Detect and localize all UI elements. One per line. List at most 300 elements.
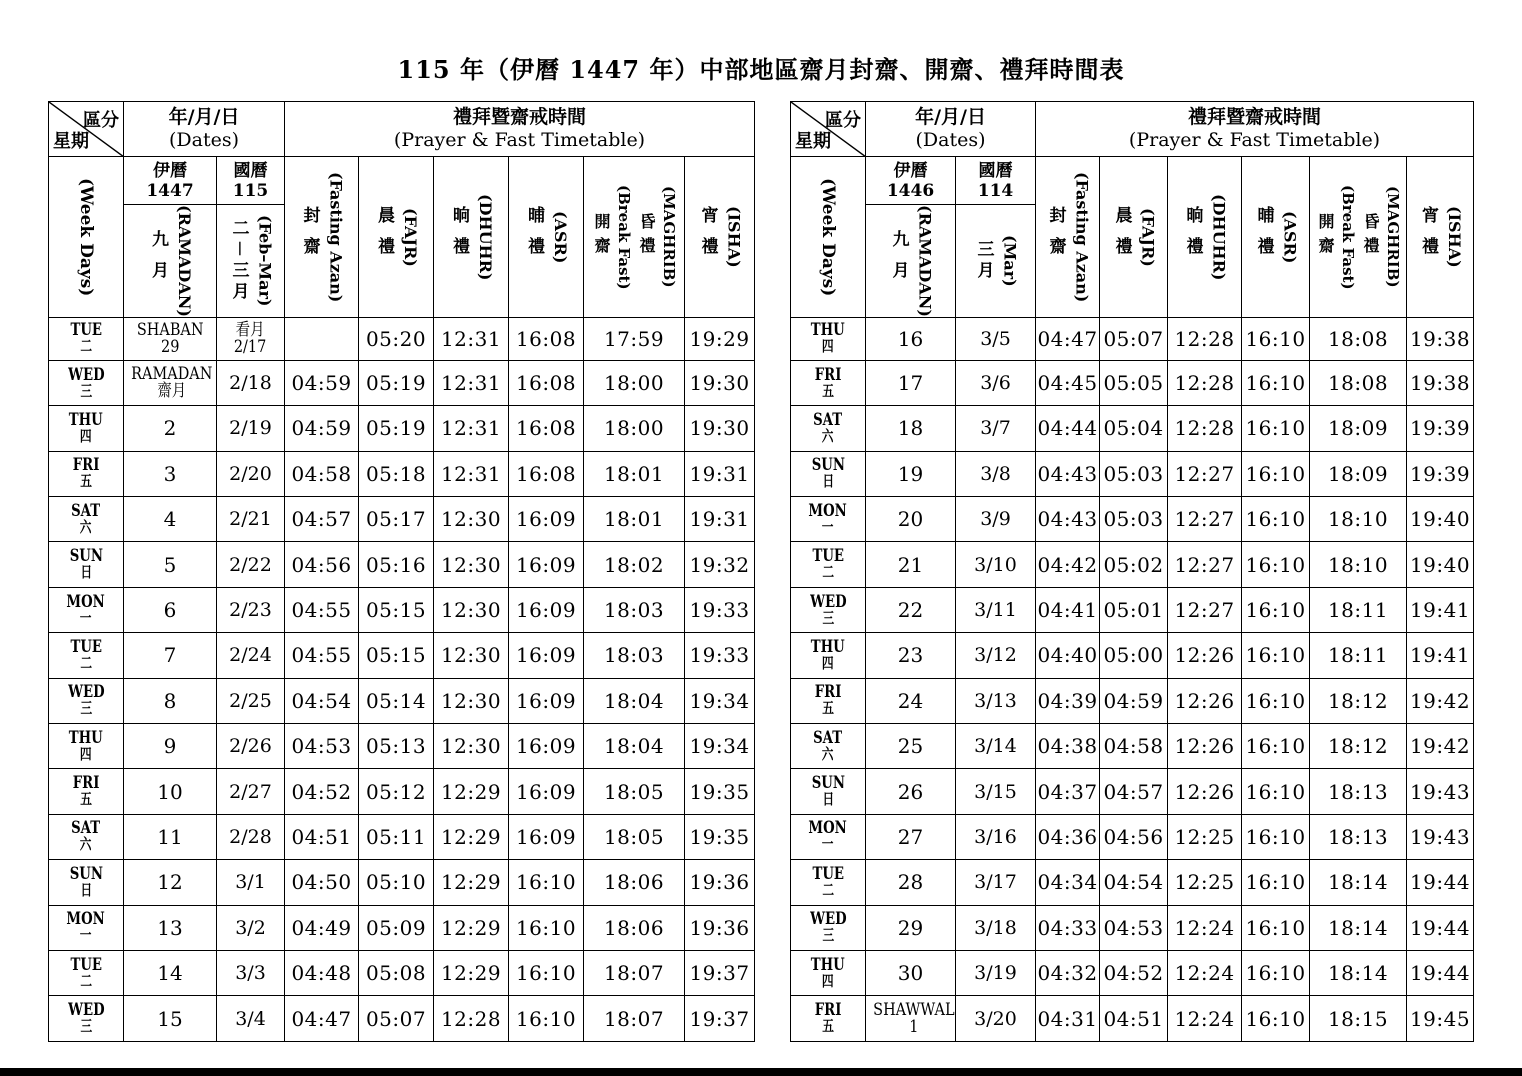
maghrib-column-header	[584, 157, 685, 318]
greg-date: 3/12	[974, 644, 1017, 667]
greg-date: 3/20	[974, 1007, 1017, 1030]
dhuhr-time: 12:24	[1168, 950, 1242, 995]
isha-time: 19:37	[685, 996, 755, 1041]
table-row	[791, 769, 1474, 814]
table-row	[791, 542, 1474, 587]
fasting-en-label: (Fasting Azan)	[326, 171, 346, 303]
maghrib-time: 18:06	[584, 905, 685, 950]
corner-cell	[49, 102, 124, 157]
weekday-cell	[49, 860, 124, 905]
asr-cjk-label: 晡禮	[524, 205, 545, 268]
fajr-time: 05:16	[359, 542, 434, 587]
dates-header	[124, 102, 285, 157]
greg-date: 3/15	[974, 780, 1017, 803]
weekday-en: MON	[66, 909, 106, 930]
maghrib-time: 18:02	[584, 542, 685, 587]
isha-time: 19:45	[1407, 996, 1474, 1041]
hijri-date: 29	[897, 915, 924, 940]
weekday-en: SAT	[71, 500, 101, 521]
greg-date: 2/25	[229, 689, 272, 712]
hijri-month-en: (RAMADAN)	[915, 205, 935, 317]
weekday-en: FRI	[814, 364, 842, 385]
greg-date: 3/16	[974, 825, 1017, 848]
greg-date: 3/18	[974, 916, 1017, 939]
dhuhr-en-label: (DHUHR)	[476, 193, 496, 281]
maghrib-time: 18:04	[584, 724, 685, 769]
fajr-en-label: (FAJR)	[401, 207, 421, 267]
weekday-cell	[49, 814, 124, 859]
weekday-cell	[49, 769, 124, 814]
asr-cjk-label: 晡禮	[1253, 205, 1274, 268]
weekday-zh: 二	[80, 337, 92, 356]
hijri-date: 24	[897, 688, 924, 713]
dhuhr-time: 12:29	[434, 814, 509, 859]
greg-date-cell	[956, 996, 1036, 1041]
fast-time: 04:57	[285, 497, 359, 542]
hijri-date-cell	[124, 905, 217, 950]
header-row	[791, 102, 1474, 157]
fajr-time: 05:07	[1100, 317, 1168, 360]
prayer-header-sub: (Prayer & Fast Timetable)	[393, 129, 646, 151]
corner-category: 區分	[825, 110, 861, 131]
hijri-date: 28	[897, 870, 924, 895]
hijri-date-cell	[124, 542, 217, 587]
greg-date-sub: 2/17	[234, 336, 267, 357]
maghrib-time: 18:10	[1310, 542, 1407, 587]
asr-time: 16:10	[1242, 769, 1310, 814]
hijri-date-sub: 1	[909, 1016, 919, 1037]
fajr-time: 05:09	[359, 905, 434, 950]
dhuhr-time: 12:30	[434, 587, 509, 632]
table-row	[49, 360, 755, 405]
weekday-zh: 六	[80, 835, 92, 854]
fajr-cjk-label: 晨禮	[1111, 205, 1132, 268]
dhuhr-en-label: (DHUHR)	[1209, 193, 1229, 281]
timetable-right	[790, 101, 1474, 1042]
weekday-en: SUN	[69, 863, 103, 884]
isha-time: 19:41	[1407, 587, 1474, 632]
maghrib-time: 18:01	[584, 451, 685, 496]
weekday-en: THU	[69, 409, 103, 430]
hijri-date-cell	[124, 406, 217, 451]
asr-time: 16:10	[509, 905, 584, 950]
greg-label: 國曆	[233, 160, 268, 181]
greg-date: 3/1	[235, 871, 266, 894]
table-row	[49, 860, 755, 905]
hijri-date-cell	[124, 678, 217, 723]
weekday-en: SAT	[813, 727, 843, 748]
fast-time: 04:55	[285, 633, 359, 678]
maghrib-time: 18:12	[1310, 678, 1407, 723]
weekday-cell	[49, 724, 124, 769]
maghrib-time: 18:09	[1310, 451, 1407, 496]
weekday-zh: 二	[822, 880, 834, 899]
fast-time: 04:40	[1036, 633, 1100, 678]
hijri-date-cell	[124, 451, 217, 496]
greg-date-cell	[217, 814, 285, 859]
fajr-time: 05:13	[359, 724, 434, 769]
dhuhr-time: 12:29	[434, 860, 509, 905]
asr-time: 16:09	[509, 678, 584, 723]
greg-date: 2/24	[229, 644, 272, 667]
weekday-cell	[791, 769, 866, 814]
dhuhr-time: 12:27	[1168, 497, 1242, 542]
hijri-date-cell	[866, 950, 956, 995]
weekday-zh: 三	[80, 381, 92, 400]
fast-time: 04:34	[1036, 860, 1100, 905]
fajr-time: 05:03	[1100, 451, 1168, 496]
hijri-date: SHABAN	[136, 319, 204, 340]
weekday-en: SUN	[811, 773, 845, 794]
weekday-zh: 五	[822, 699, 834, 718]
hijri-month-header	[866, 205, 956, 318]
hijri-date-cell	[866, 769, 956, 814]
asr-time: 16:10	[1242, 950, 1310, 995]
fast-time: 04:32	[1036, 950, 1100, 995]
table-row	[791, 678, 1474, 723]
greg-date: 3/14	[974, 735, 1017, 758]
fajr-time: 05:14	[359, 678, 434, 723]
weekday-cell	[791, 360, 866, 405]
isha-time: 19:34	[685, 724, 755, 769]
isha-time: 19:41	[1407, 633, 1474, 678]
hijri-date: 27	[897, 824, 924, 849]
maghrib-time: 18:14	[1310, 860, 1407, 905]
asr-time: 16:10	[1242, 905, 1310, 950]
greg-date: 2/27	[229, 780, 272, 803]
maghrib-time: 18:03	[584, 587, 685, 632]
isha-cjk-label: 宵禮	[697, 205, 718, 268]
calendar-header-row	[791, 157, 1474, 205]
bottom-rule	[0, 1068, 1522, 1076]
table-row	[49, 587, 755, 632]
weekdays-label: (Week Days)	[818, 177, 838, 297]
maghrib-time: 18:06	[584, 860, 685, 905]
isha-time: 19:35	[685, 814, 755, 859]
fasting-cjk-label: 封齋	[1045, 205, 1066, 268]
dhuhr-time: 12:30	[434, 724, 509, 769]
weekdays-label: (Week Days)	[76, 177, 96, 297]
greg-date: 3/11	[974, 599, 1017, 622]
table-row	[791, 724, 1474, 769]
maghrib-time: 18:10	[1310, 497, 1407, 542]
weekday-zh: 六	[822, 426, 834, 445]
weekday-cell	[49, 678, 124, 723]
greg-date-cell	[956, 724, 1036, 769]
weekday-en: THU	[811, 954, 845, 975]
asr-time: 16:09	[509, 814, 584, 859]
fajr-time: 05:15	[359, 633, 434, 678]
hijri-date-cell	[866, 406, 956, 451]
fast-time: 04:47	[1036, 317, 1100, 360]
fajr-time: 05:03	[1100, 497, 1168, 542]
hijri-date: 2	[163, 416, 177, 441]
asr-time: 16:10	[1242, 860, 1310, 905]
greg-date: 2/28	[229, 825, 272, 848]
weekday-zh: 四	[80, 426, 92, 445]
greg-date-cell	[956, 542, 1036, 587]
weekday-zh: 一	[822, 517, 834, 536]
fajr-cjk-label: 晨禮	[374, 205, 395, 268]
weekday-cell	[49, 451, 124, 496]
greg-date-cell	[956, 587, 1036, 632]
dhuhr-cjk-label: 晌禮	[449, 205, 470, 268]
weekday-zh: 二	[80, 971, 92, 990]
weekday-en: WED	[809, 591, 847, 612]
dhuhr-column-header	[1168, 157, 1242, 318]
fajr-time: 05:19	[359, 406, 434, 451]
maghrib-en-label: (MAGHRIB)	[660, 186, 679, 288]
isha-time: 19:43	[1407, 769, 1474, 814]
greg-date: 3/10	[974, 553, 1017, 576]
dates-header	[866, 102, 1036, 157]
dhuhr-time: 12:26	[1168, 769, 1242, 814]
weekdays-header	[791, 157, 866, 318]
dhuhr-time: 12:28	[434, 996, 509, 1041]
asr-en-label: (ASR)	[551, 210, 571, 264]
table-row	[49, 769, 755, 814]
maghrib-time: 18:04	[584, 678, 685, 723]
fajr-time: 04:52	[1100, 950, 1168, 995]
isha-time: 19:30	[685, 406, 755, 451]
greg-date-cell	[956, 451, 1036, 496]
dhuhr-time: 12:29	[434, 905, 509, 950]
weekday-en: MON	[808, 500, 848, 521]
isha-time: 19:29	[685, 317, 755, 360]
greg-date-cell	[217, 678, 285, 723]
weekday-en: MON	[66, 591, 106, 612]
isha-time: 19:35	[685, 769, 755, 814]
fajr-time: 04:56	[1100, 814, 1168, 859]
greg-month-cjk: 二－三月	[228, 218, 249, 303]
dhuhr-time: 12:26	[1168, 633, 1242, 678]
hijri-date: 22	[897, 598, 924, 623]
isha-time: 19:44	[1407, 950, 1474, 995]
isha-cjk-label: 宵禮	[1418, 205, 1439, 268]
isha-time: 19:32	[685, 542, 755, 587]
hijri-date-cell	[866, 587, 956, 632]
isha-time: 19:39	[1407, 451, 1474, 496]
weekday-en: TUE	[70, 954, 102, 975]
asr-time: 16:09	[509, 542, 584, 587]
hijri-date: 4	[163, 507, 177, 532]
fast-time: 04:36	[1036, 814, 1100, 859]
weekday-zh: 日	[80, 563, 92, 582]
fast-time: 04:55	[285, 587, 359, 632]
hijri-date: 6	[163, 598, 177, 623]
table-row	[49, 814, 755, 859]
hijri-date-cell	[124, 950, 217, 995]
greg-date-cell	[956, 950, 1036, 995]
weekday-en: FRI	[814, 1000, 842, 1021]
fast-time: 04:33	[1036, 905, 1100, 950]
fajr-time: 04:53	[1100, 905, 1168, 950]
weekday-zh: 四	[822, 653, 834, 672]
dates-header-title: 年/月/日	[915, 106, 986, 128]
weekday-cell	[791, 587, 866, 632]
greg-date: 3/6	[980, 372, 1011, 395]
dhuhr-time: 12:28	[1168, 406, 1242, 451]
weekday-cell	[49, 406, 124, 451]
hijri-date-cell	[124, 317, 217, 360]
fast-time: 04:54	[285, 678, 359, 723]
isha-time: 19:34	[685, 678, 755, 723]
hijri-year-header	[124, 157, 217, 205]
asr-time: 16:08	[509, 360, 584, 405]
weekday-cell	[791, 814, 866, 859]
corner-cell	[791, 102, 866, 157]
fajr-time: 05:20	[359, 317, 434, 360]
greg-year: 114	[977, 180, 1014, 201]
asr-time: 16:09	[509, 769, 584, 814]
fajr-time: 05:15	[359, 587, 434, 632]
fajr-time: 05:07	[359, 996, 434, 1041]
isha-column-header	[1407, 157, 1474, 318]
table-row	[791, 497, 1474, 542]
isha-en-label: (ISHA)	[1445, 206, 1465, 268]
weekday-zh: 六	[822, 744, 834, 763]
dhuhr-time: 12:26	[1168, 678, 1242, 723]
fast-time: 04:31	[1036, 996, 1100, 1041]
greg-date-cell	[956, 406, 1036, 451]
hijri-date: 23	[897, 643, 924, 668]
asr-time: 16:10	[1242, 587, 1310, 632]
isha-time: 19:39	[1407, 406, 1474, 451]
greg-date: 2/22	[229, 553, 272, 576]
fasting-column-header	[1036, 157, 1100, 318]
greg-date: 3/3	[235, 962, 266, 985]
hijri-date-cell	[866, 905, 956, 950]
hijri-date: 12	[157, 870, 183, 895]
header-row	[49, 102, 755, 157]
greg-date-cell	[217, 724, 285, 769]
asr-time: 16:10	[1242, 633, 1310, 678]
greg-date-cell	[217, 360, 285, 405]
isha-time: 19:44	[1407, 905, 1474, 950]
dhuhr-time: 12:26	[1168, 724, 1242, 769]
prayer-header-sub: (Prayer & Fast Timetable)	[1128, 129, 1381, 151]
isha-time: 19:36	[685, 905, 755, 950]
asr-column-header	[509, 157, 584, 318]
greg-date: 3/13	[974, 689, 1017, 712]
greg-date: 3/9	[980, 508, 1011, 531]
hijri-date: 5	[163, 552, 177, 577]
maghrib-time: 18:11	[1310, 633, 1407, 678]
calendar-header-row	[49, 157, 755, 205]
table-row	[791, 860, 1474, 905]
page-title: 115 年（伊曆 1447 年）中部地區齋月封齋、開齋、禮拜時間表	[397, 55, 1125, 84]
hijri-date-cell	[866, 814, 956, 859]
greg-year-header	[217, 157, 285, 205]
maghrib-time: 18:09	[1310, 406, 1407, 451]
maghrib-time: 18:13	[1310, 769, 1407, 814]
hijri-date: SHAWWAL	[873, 999, 955, 1020]
hijri-date: 20	[897, 507, 924, 532]
table-row	[791, 451, 1474, 496]
hijri-date-cell	[866, 724, 956, 769]
asr-en-label: (ASR)	[1280, 210, 1300, 264]
weekday-zh: 日	[822, 472, 834, 491]
greg-date-cell	[956, 633, 1036, 678]
dhuhr-time: 12:30	[434, 633, 509, 678]
dhuhr-time: 12:28	[1168, 360, 1242, 405]
hijri-label: 伊曆	[893, 160, 928, 181]
greg-date: 2/19	[229, 417, 272, 440]
hijri-date-cell	[866, 633, 956, 678]
fajr-column-header	[359, 157, 434, 318]
isha-time: 19:31	[685, 451, 755, 496]
hijri-date-cell	[866, 497, 956, 542]
isha-column-header	[685, 157, 755, 318]
hijri-year-header	[866, 157, 956, 205]
greg-month-en: (Mar)	[1000, 235, 1020, 287]
isha-time: 19:44	[1407, 860, 1474, 905]
hijri-date: 11	[157, 824, 183, 849]
fast-time: 04:47	[285, 996, 359, 1041]
weekday-en: TUE	[812, 863, 844, 884]
greg-date: 3/5	[980, 327, 1011, 350]
maghrib-time: 18:00	[584, 360, 685, 405]
weekday-zh: 一	[80, 608, 92, 627]
hijri-date-sub: 齋月	[157, 381, 187, 402]
fajr-en-label: (FAJR)	[1138, 207, 1158, 267]
greg-date-cell	[956, 860, 1036, 905]
greg-date-cell	[956, 905, 1036, 950]
hijri-date-cell	[866, 678, 956, 723]
fast-time: 04:39	[1036, 678, 1100, 723]
weekday-cell	[49, 542, 124, 587]
maghrib-time: 18:14	[1310, 950, 1407, 995]
hijri-date: 3	[163, 461, 177, 486]
fajr-time: 05:11	[359, 814, 434, 859]
asr-time: 16:10	[1242, 996, 1310, 1041]
hijri-date-cell	[866, 360, 956, 405]
maghrib-time: 17:59	[584, 317, 685, 360]
greg-label: 國曆	[978, 160, 1013, 181]
hijri-date-cell	[124, 587, 217, 632]
maghrib-time: 18:05	[584, 769, 685, 814]
hijri-label: 伊曆	[153, 160, 187, 181]
greg-year: 115	[232, 180, 269, 201]
dhuhr-time: 12:28	[1168, 317, 1242, 360]
asr-time: 16:09	[509, 724, 584, 769]
hijri-date-cell	[866, 996, 956, 1041]
asr-time: 16:08	[509, 406, 584, 451]
hijri-date: 16	[897, 326, 924, 351]
maghrib-column-header	[1310, 157, 1407, 318]
asr-time: 16:09	[509, 633, 584, 678]
greg-date-cell	[217, 451, 285, 496]
greg-date-cell	[956, 360, 1036, 405]
fajr-time: 05:18	[359, 451, 434, 496]
weekday-en: FRI	[72, 455, 100, 476]
table-row	[49, 497, 755, 542]
greg-date: 2/21	[229, 508, 272, 531]
hijri-date-cell	[866, 451, 956, 496]
hijri-date: 19	[897, 461, 924, 486]
hijri-date: 14	[157, 961, 183, 986]
fajr-time: 05:12	[359, 769, 434, 814]
dhuhr-time: 12:29	[434, 950, 509, 995]
fajr-time: 05:10	[359, 860, 434, 905]
hijri-date-cell	[124, 497, 217, 542]
fast-time: 04:59	[285, 406, 359, 451]
isha-time: 19:33	[685, 633, 755, 678]
weekday-zh: 五	[822, 381, 834, 400]
hijri-date-cell	[866, 317, 956, 360]
dhuhr-column-header	[434, 157, 509, 318]
maghrib-en2-label: (Break Fast)	[615, 184, 634, 290]
